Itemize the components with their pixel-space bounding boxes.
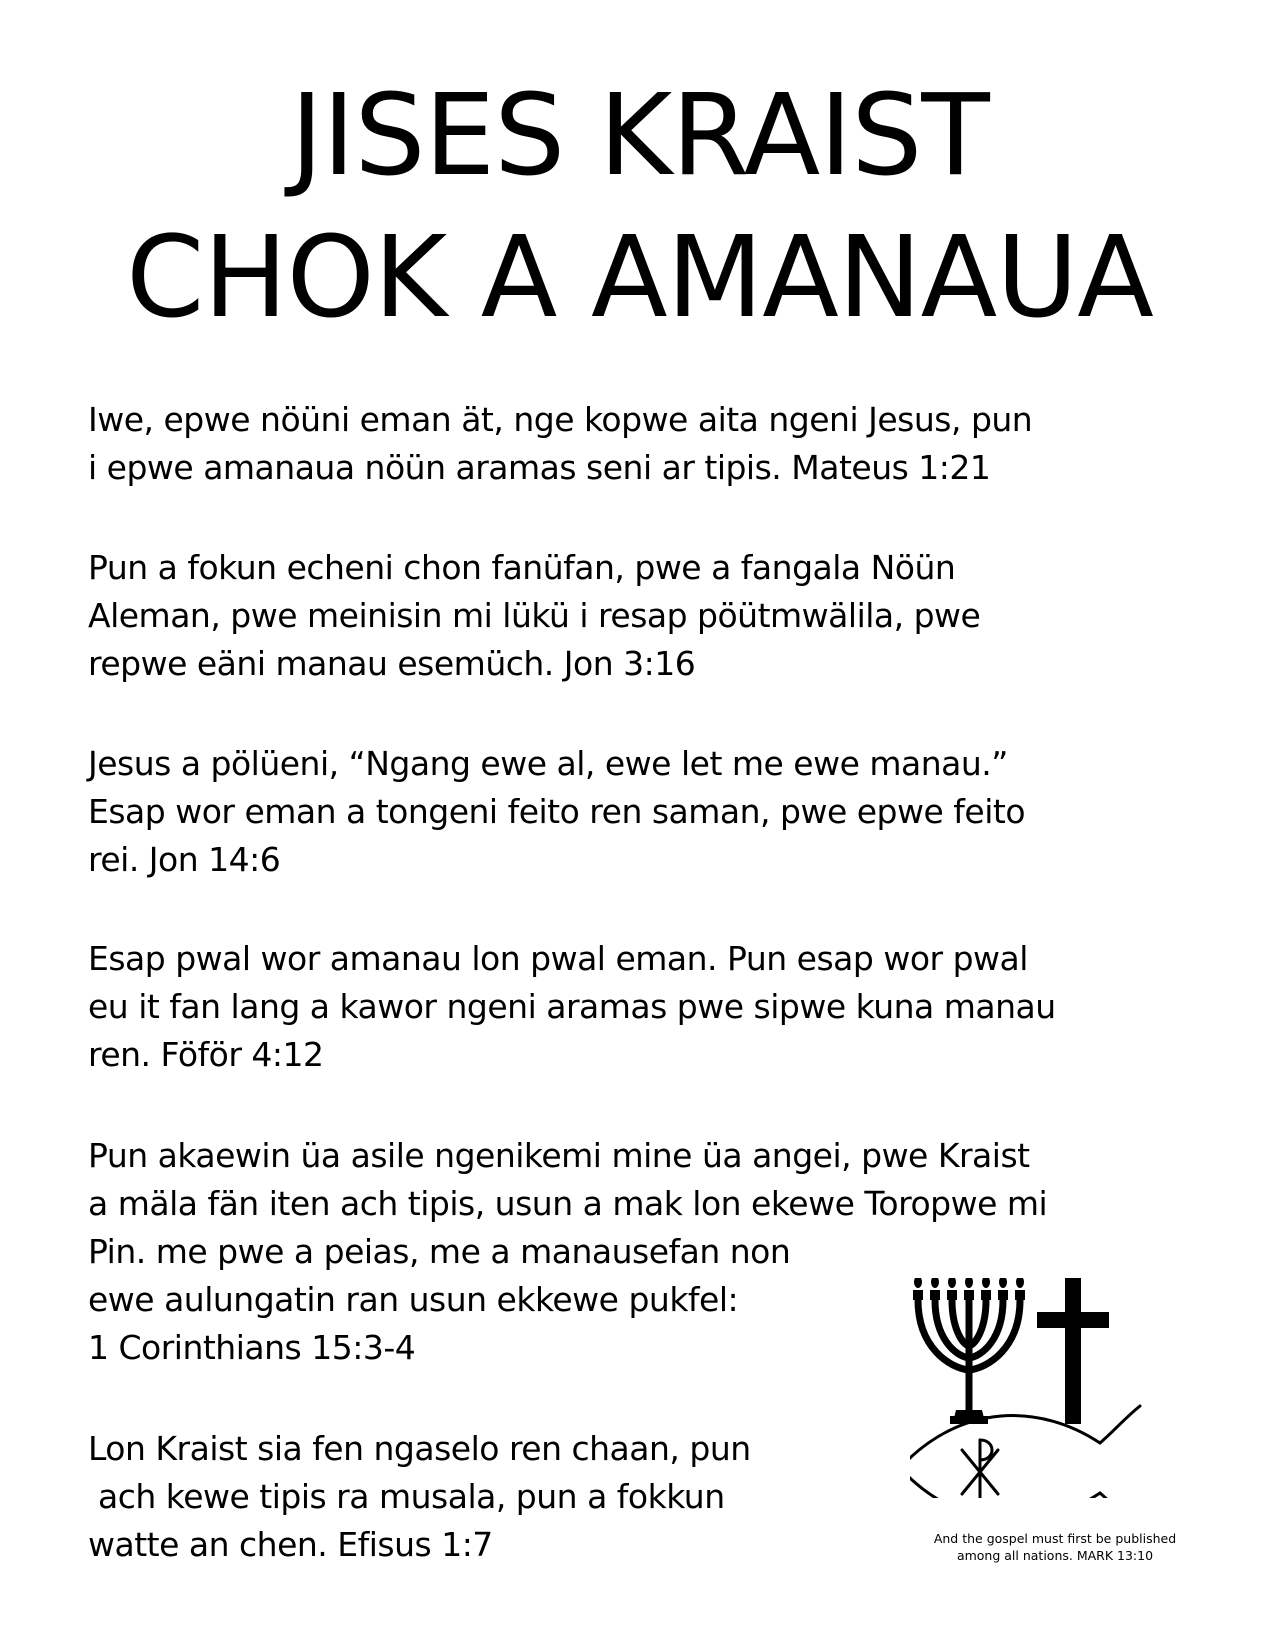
verse-line: eu it fan lang a kawor ngeni aramas pwe sipwe kuna manau — [88, 987, 1056, 1026]
verse-line: repwe eäni manau esemüch. Jon 3:16 — [88, 644, 696, 683]
verse-paragraph-1 — [88, 396, 1032, 492]
verse-paragraph-4 — [88, 935, 1056, 1079]
verse-line: a mäla fän iten ach tipis, usun a mak lon ekewe Toropwe mi — [88, 1184, 1048, 1223]
verse-line: Lon Kraist sia fen ngaselo ren chaan, pun — [88, 1429, 751, 1468]
verse-line: Jesus a pölüeni, “Ngang ewe al, ewe let me ewe manau.” — [88, 744, 1008, 783]
ichthys-chi-rho-icon — [910, 1406, 1140, 1498]
verse-line: ren. Föför 4:12 — [88, 1035, 324, 1074]
verse-line: Iwe, epwe nöüni eman ät, nge kopwe aita ngeni Jesus, pun — [88, 400, 1033, 439]
verse-paragraph-6 — [88, 1425, 751, 1569]
verse-paragraph-3 — [88, 740, 1025, 884]
cross-icon — [1037, 1278, 1109, 1424]
verse-line: rei. Jon 14:6 — [88, 840, 281, 879]
verse-paragraph-5 — [88, 1132, 1047, 1372]
caption-line: among all nations. MARK 13:10 — [956, 1548, 1154, 1563]
verse-line: watte an chen. Efisus 1:7 — [88, 1525, 493, 1564]
religious-symbols — [910, 1278, 1210, 1498]
caption — [890, 1530, 1220, 1564]
verse-line: Pun a fokun echeni chon fanüfan, pwe a fangala Nöün — [88, 548, 956, 587]
verse-line: 1 Corinthians 15:3-4 — [88, 1328, 416, 1367]
verse-line: Pin. me pwe a peias, me a manausefan non — [88, 1232, 791, 1271]
verse-line: Aleman, pwe meinisin mi lükü i resap pöütmwälila, pwe — [88, 596, 981, 635]
verse-line: ewe aulungatin ran usun ekkewe pukfel: — [88, 1280, 739, 1319]
verse-paragraph-2 — [88, 544, 980, 688]
caption-line: And the gospel must first be published — [933, 1531, 1177, 1546]
verse-line: i epwe amanaua nöün aramas seni ar tipis. Mateus 1:21 — [88, 448, 991, 487]
verse-line: Esap wor eman a tongeni feito ren saman, pwe epwe feito — [88, 792, 1026, 831]
menorah-icon — [913, 1278, 1025, 1424]
verse-line: Esap pwal wor amanau lon pwal eman. Pun esap wor pwal — [88, 939, 1028, 978]
title-line-2: CHOK A AMANAUA — [126, 213, 1153, 343]
title-line-1: JISES KRAIST — [290, 71, 989, 201]
verse-line: ach kewe tipis ra musala, pun a fokkun — [88, 1477, 725, 1516]
verse-line: Pun akaewin üa asile ngenikemi mine üa angei, pwe Kraist — [88, 1136, 1030, 1175]
